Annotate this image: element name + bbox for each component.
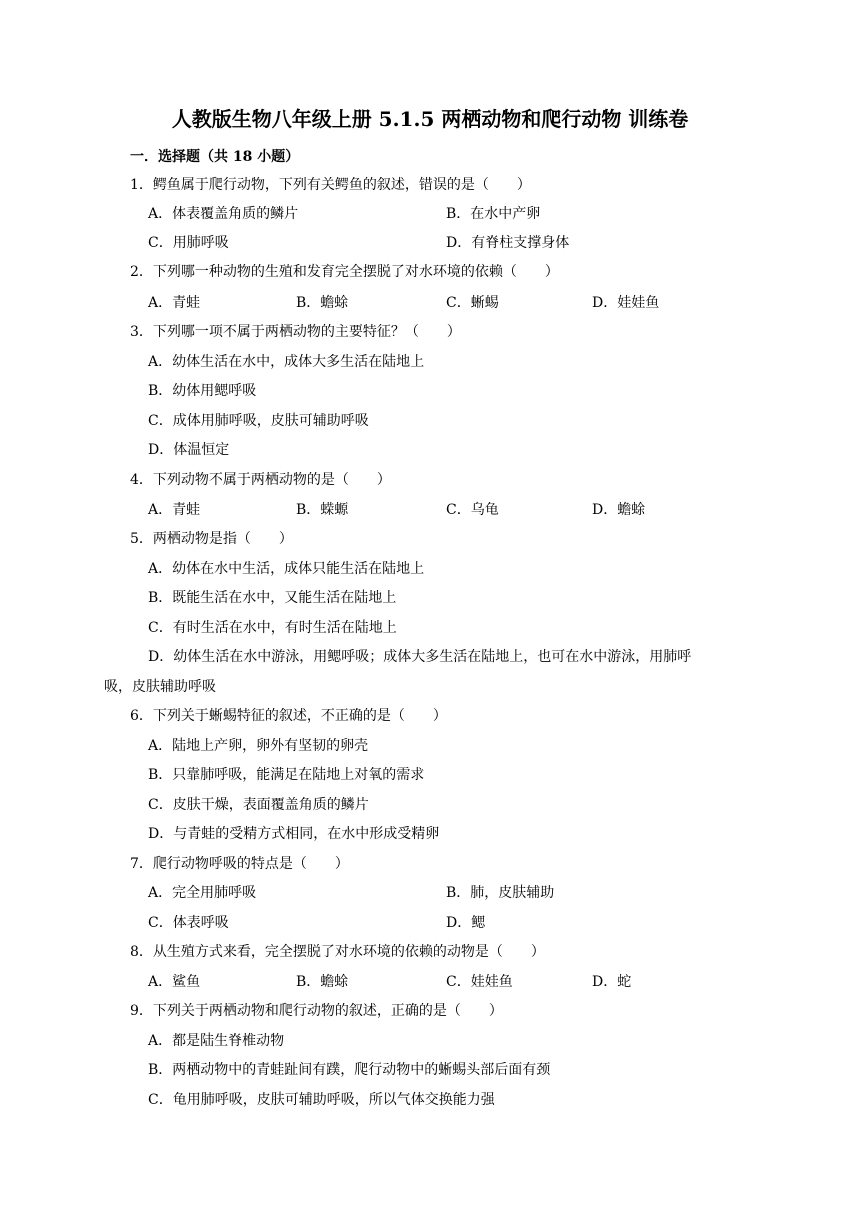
- answer-option: B．两栖动物中的青蛙趾间有蹼，爬行动物中的蜥蜴头部后面有颈: [148, 1062, 551, 1078]
- answer-option: C．乌龟: [446, 502, 499, 518]
- answer-option: A．幼体生活在水中，成体大多生活在陆地上: [148, 354, 425, 370]
- answer-option: D．娃娃鱼: [592, 295, 660, 311]
- question-stem: 3．下列哪一项不属于两栖动物的主要特征？（ ）: [130, 324, 461, 340]
- answer-option: D．鳃: [446, 915, 486, 931]
- answer-option: D．与青蛙的受精方式相同，在水中形成受精卵: [148, 826, 440, 842]
- answer-option: D．蛇: [592, 974, 632, 990]
- section-heading: 一．选择题（共 18 小题）: [130, 149, 300, 165]
- answer-option: C．成体用肺呼吸，皮肤可辅助呼吸: [148, 413, 369, 429]
- answer-option: A．完全用肺呼吸: [148, 885, 257, 901]
- answer-option: A．体表覆盖角质的鳞片: [148, 206, 299, 222]
- question-stem: 1．鳄鱼属于爬行动物，下列有关鳄鱼的叙述，错误的是（ ）: [130, 177, 531, 193]
- question-stem: 7．爬行动物呼吸的特点是（ ）: [130, 856, 349, 872]
- answer-option: B．既能生活在水中，又能生活在陆地上: [148, 590, 397, 606]
- answer-option: C．龟用肺呼吸，皮肤可辅助呼吸，所以气体交换能力强: [148, 1092, 495, 1108]
- option-continuation: 吸，皮肤辅助呼吸: [104, 679, 216, 695]
- question-stem: 9．下列关于两栖动物和爬行动物的叙述，正确的是（ ）: [130, 1003, 503, 1019]
- answer-option: C．娃娃鱼: [446, 974, 513, 990]
- answer-option: A．青蛙: [148, 295, 201, 311]
- answer-option: A．都是陆生脊椎动物: [148, 1033, 285, 1049]
- question-stem: 5．两栖动物是指（ ）: [130, 531, 293, 547]
- answer-option: D．蟾蜍: [592, 502, 646, 518]
- answer-option: A．青蛙: [148, 502, 201, 518]
- question-stem: 8．从生殖方式来看，完全摆脱了对水环境的依赖的动物是（ ）: [130, 944, 545, 960]
- answer-option: B．只靠肺呼吸，能满足在陆地上对氧的需求: [148, 767, 425, 783]
- answer-option: D．幼体生活在水中游泳，用鳃呼吸；成体大多生活在陆地上，也可在水中游泳，用肺呼: [148, 649, 692, 665]
- answer-option: B．蝾螈: [296, 502, 349, 518]
- answer-option: C．蜥蜴: [446, 295, 499, 311]
- question-stem: 4．下列动物不属于两栖动物的是（ ）: [130, 472, 391, 488]
- answer-option: B．在水中产卵: [446, 206, 541, 222]
- answer-option: B．蟾蜍: [296, 295, 349, 311]
- answer-option: C．用肺呼吸: [148, 235, 229, 251]
- answer-option: C．皮肤干燥，表面覆盖角质的鳞片: [148, 797, 369, 813]
- document-title: 人教版生物八年级上册 5.1.5 两栖动物和爬行动物 训练卷: [171, 107, 689, 131]
- answer-option: A．鲨鱼: [148, 974, 201, 990]
- answer-option: A．陆地上产卵，卵外有坚韧的卵壳: [148, 738, 369, 754]
- question-stem: 2．下列哪一种动物的生殖和发育完全摆脱了对水环境的依赖（ ）: [130, 264, 559, 280]
- answer-option: B．肺，皮肤辅助: [446, 885, 555, 901]
- answer-option: B．蟾蜍: [296, 974, 349, 990]
- answer-option: B．幼体用鳃呼吸: [148, 383, 257, 399]
- answer-option: A．幼体在水中生活，成体只能生活在陆地上: [148, 561, 425, 577]
- answer-option: C．体表呼吸: [148, 915, 229, 931]
- answer-option: D．体温恒定: [148, 442, 230, 458]
- answer-option: D．有脊柱支撑身体: [446, 235, 570, 251]
- question-stem: 6．下列关于蜥蜴特征的叙述，不正确的是（ ）: [130, 708, 447, 724]
- answer-option: C．有时生活在水中，有时生活在陆地上: [148, 620, 397, 636]
